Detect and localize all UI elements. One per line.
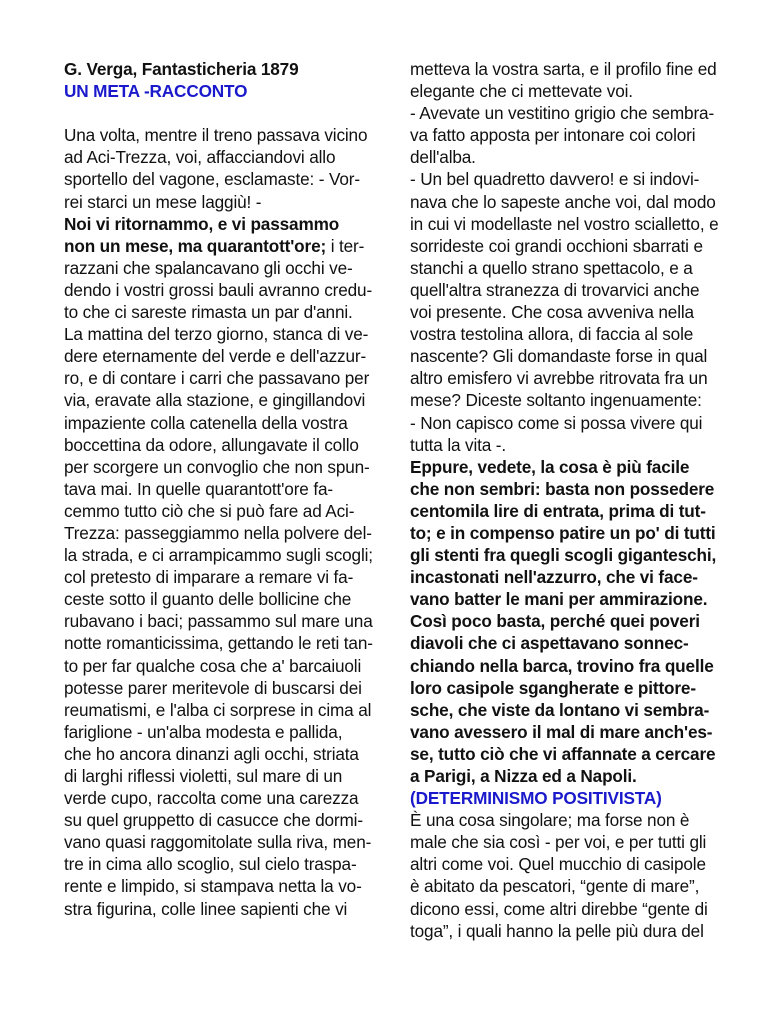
text-line: to che ci sareste rimasta un par d'anni. [64, 302, 353, 323]
text-line: altro emisfero vi avrebbe ritrovata fra un [410, 368, 708, 389]
bold-line: vano batter le mani per ammirazione. [410, 589, 708, 610]
text-line: Trezza: passeggiammo nella polvere del- [64, 522, 372, 543]
text-line: potesse parer meritevole di buscarsi dei [64, 677, 362, 698]
text-line: dicono essi, come altri direbbe “gente di [410, 898, 708, 919]
text-line: È una cosa singolare; ma forse non è [410, 810, 690, 831]
text-line: col pretesto di imparare a remare vi fa- [64, 567, 354, 588]
bold-line: gli stenti fra quegli scogli giganteschi, [410, 545, 717, 566]
bold-line: centomila lire di entrata, prima di tut- [410, 500, 706, 521]
text-line: - Non capisco come si possa vivere qui [410, 412, 703, 433]
bold-line: incastonati nell'azzurro, che vi face- [410, 567, 698, 588]
bold-line: se, tutto ciò che vi affannate a cercare [410, 743, 716, 764]
subtitle: UN META -RACCONTO [64, 81, 248, 102]
bold-line: che non sembri: basta non possedere [410, 478, 715, 499]
text-line: - Un bel quadretto davvero! e si indovi- [410, 169, 700, 190]
text-line: per scorgere un convoglio che non spun- [64, 456, 370, 477]
text-line: verde cupo, raccolta come una carezza [64, 788, 359, 809]
text-line: fariglione - un'alba modesta e pallida, [64, 721, 343, 742]
text-line: rei starci un mese laggiù! - [64, 191, 262, 212]
right-paragraph-1 [410, 58, 726, 456]
text-line: tutta la vita -. [410, 434, 506, 455]
text-line: to per far qualche cosa che a' barcaiuoli [64, 655, 362, 676]
text-line: ro, e di contare i carri che passavano per [64, 368, 370, 389]
text-line: vano quasi raggomitolate sulla riva, men- [64, 832, 372, 853]
text-line: cemmo tutto ciò che si può fare ad Aci- [64, 500, 355, 521]
text-line: boccettina da odore, allungavate il collo [64, 434, 359, 455]
text-line: stanchi a quello strano spettacolo, e a [410, 257, 693, 278]
text-line: sportello del vagone, esclamaste: - Vor- [64, 169, 360, 190]
right-bold-paragraph [410, 456, 726, 787]
text-line: voi presente. Che cosa avveniva nella [410, 302, 694, 323]
bold-line: chiando nella barca, trovino fra quelle [410, 655, 714, 676]
bold-line: loro casipole sgangherate e pittore- [410, 677, 696, 698]
text-line: dendo i vostri grossi bauli avranno credu- [64, 279, 373, 300]
text-line: elegante che ci mettevate voi. [410, 81, 633, 102]
text-line: impaziente colla catenella della vostra [64, 412, 348, 433]
text-line: di larghi riflessi violetti, sul mare di un [64, 766, 343, 786]
text-line: metteva la vostra sarta, e il profilo fine ed [410, 59, 717, 79]
author-title: G. Verga, Fantasticheria 1879 [64, 59, 299, 79]
text-line: tre in cima allo scoglio, sul cielo traspa- [64, 854, 357, 875]
text-line: è abitato da pescatori, “gente di mare”, [410, 876, 700, 897]
text-line: nascente? Gli domandaste forse in qual [410, 346, 708, 367]
text-line: razzani che spalancavano gli occhi ve- [64, 257, 353, 278]
text-line: quell'altra stranezza di trovarvici anche [410, 279, 700, 300]
text-line: che ho ancora dinanzi agli occhi, striata [64, 743, 359, 764]
text-line: in cui vi modellaste nel vostro scialletto, e [410, 213, 719, 234]
text-line: - Avevate un vestitino grigio che sembra- [410, 103, 715, 124]
text-line: tava mai. In quelle quarantott'ore fa- [64, 478, 333, 499]
paragraph-gap [64, 102, 380, 124]
text-line: reumatismi, e l'alba ci sorprese in cima al [64, 699, 372, 720]
text-line: male che sia così - per voi, e per tutti gli [410, 832, 707, 853]
text-line: va fatto apposta per intonare coi colori [410, 125, 696, 146]
left-paragraph-1 [64, 124, 380, 212]
bold-line: vano avessero il mal di mare anch'es- [410, 721, 713, 742]
left-paragraph-2 [64, 257, 380, 920]
bold-line: diavoli che ci aspettavano sonnec- [410, 633, 689, 654]
text-line: stra figurina, colle linee sapienti che vi [64, 898, 348, 919]
text-line: nava che lo sapeste anche voi, dal modo [410, 191, 716, 212]
mixed-line [64, 235, 380, 257]
text-line: ceste sotto il guanto delle bollicine che [64, 589, 352, 610]
left-column [64, 58, 380, 920]
text-line: notte romanticissima, gettando le reti tan- [64, 633, 373, 654]
text-line: dell'alba. [410, 147, 476, 168]
right-paragraph-2 [410, 809, 726, 942]
bold-line: Eppure, vedete, la cosa è più facile [410, 456, 690, 477]
text-line: altri come voi. Quel mucchio di casipole [410, 854, 706, 875]
text-line: la strada, e ci arrampicammo sugli scogli; [64, 545, 373, 566]
text-line: Una volta, mentre il treno passava vicino [64, 125, 368, 146]
bold-line: Così poco basta, perché quei poveri [410, 611, 700, 632]
text-line: mese? Diceste soltanto ingenuamente: [410, 390, 702, 411]
text-line: vostra testolina allora, di faccia al sole [410, 324, 694, 345]
bold-line: to; e in compenso patire un po' di tutti [410, 522, 716, 543]
text-line: rente e limpido, si stampava netta la vo- [64, 876, 362, 897]
right-column [410, 58, 726, 942]
bold-line: Noi vi ritornammo, e vi passammo [64, 213, 340, 234]
text-line: dere eternamente del verde e dell'azzur- [64, 346, 367, 367]
text-line: rubavano i baci; passammo sul mare una [64, 611, 373, 632]
text-line: via, eravate alla stazione, e gingillandovi [64, 390, 366, 411]
text-fragment: i ter- [326, 235, 365, 256]
section-heading: (DETERMINISMO POSITIVISTA) [410, 788, 662, 809]
bold-fragment: non un mese, ma quarantott'ore; [64, 235, 327, 256]
text-line: ad Aci-Trezza, voi, affacciandovi allo [64, 147, 336, 168]
text-line: La mattina del terzo giorno, stanca di ve- [64, 324, 369, 345]
bold-line: sche, che viste da lontano vi sembra- [410, 699, 710, 720]
bold-line: a Parigi, a Nizza ed a Napoli. [410, 766, 637, 786]
text-line: sorrideste coi grandi occhioni sbarrati e [410, 235, 703, 256]
text-line: toga”, i quali hanno la pelle più dura del [410, 920, 704, 941]
text-line: su quel gruppetto di casucce che dormi- [64, 810, 363, 831]
